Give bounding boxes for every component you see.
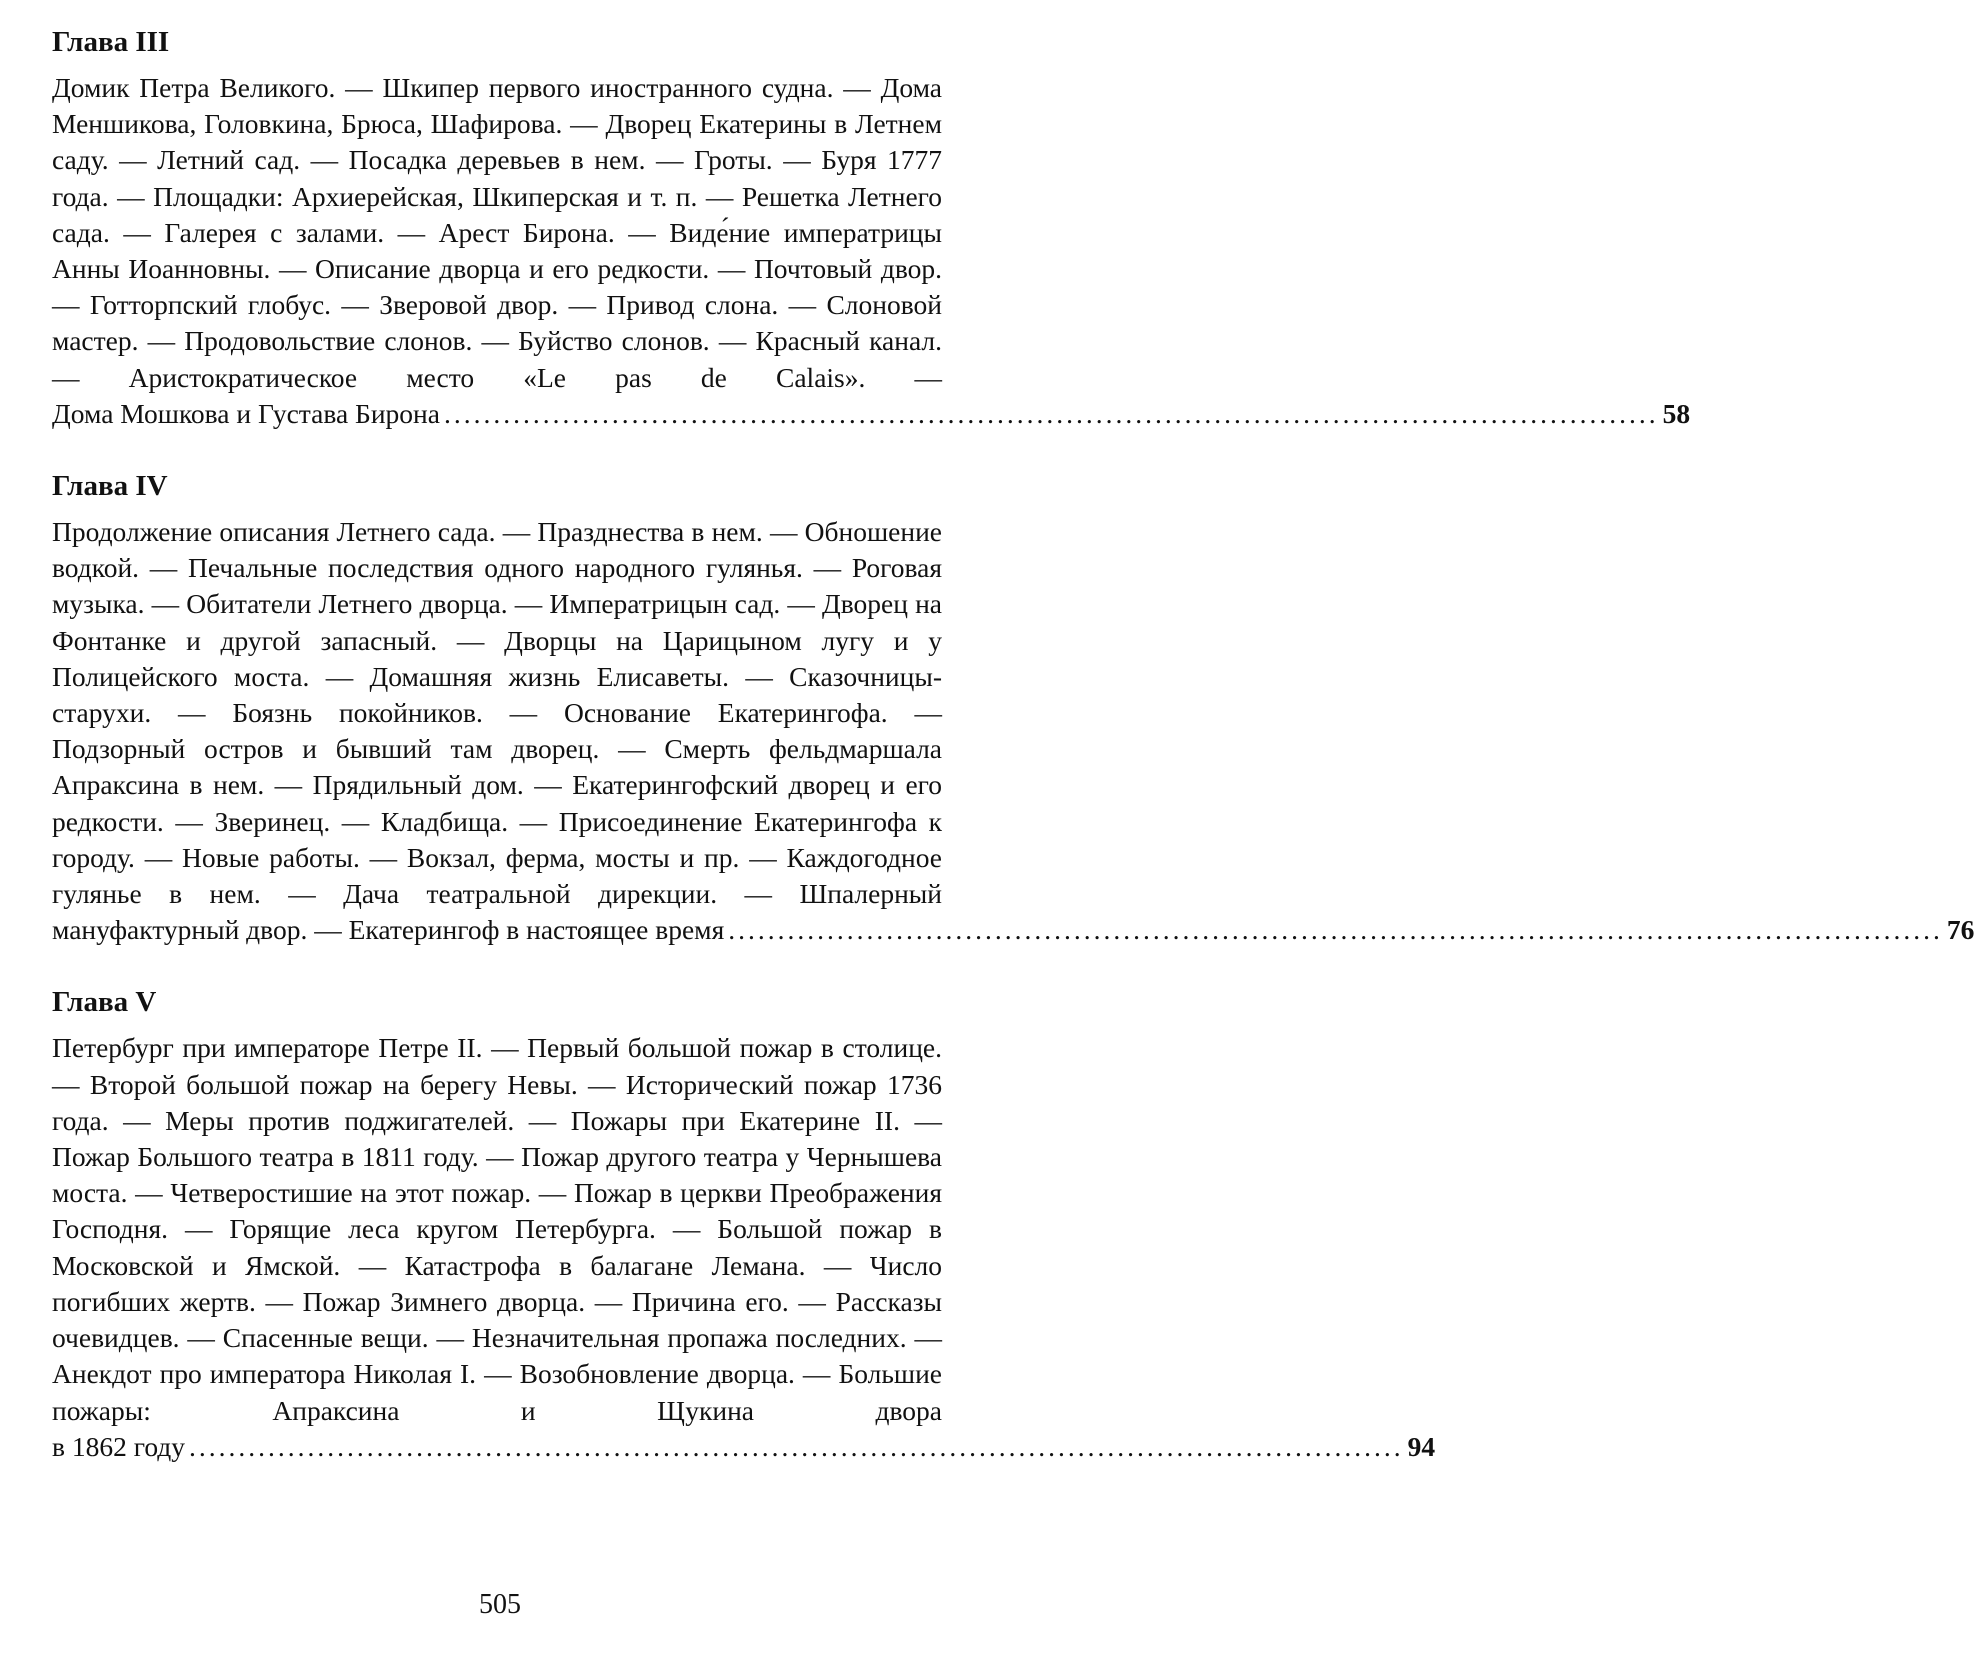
- chapter-summary-end: Дома Мошкова и Густава Бирона: [52, 397, 440, 429]
- chapter-summary-end: в 1862 году: [52, 1430, 186, 1462]
- chapter-title: Глава V: [52, 986, 157, 1019]
- chapter-summary: Домик Петра Великого. — Шкипер первого иностранного судна. — Дома Меншикова, Головкина, Брюса, Шафирова. — Дворец Екатерины в Летнем саду. — Летний сад. — Посадка деревьев в нем. — Гроты. — Буря 1777 года. — Площадки: Архиерейская, Шкиперская и т. п. — Решетка Летнего сада. — Галерея с залами. — Арест Бирона. — Виде́ние императрицы Анны Иоанновны. — Описание дворца и его редкости. — Почтовый двор. — Готторпский глобус. — Зверовой двор. — Привод слона. — Слоновой мастер. — Продовольствие слонов. — Буйство слонов. — Красный канал. — Аристократическое место «Le pas de Calais». —: [52, 72, 942, 393]
- dot-leader: ...........................................................................................................................: [443, 397, 1659, 429]
- table-of-contents: [52, 20, 1974, 1497]
- chapter-title: Глава IV: [52, 470, 168, 503]
- chapter-entry: [52, 464, 1974, 948]
- chapter-summary: Продолжение описания Летнего сада. — Празднества в нем. — Обношение водкой. — Печальные последствия одного народного гулянья. — Роговая музыка. — Обитатели Летнего дворца. — Императрицын сад. — Дворец на Фонтанке и другой запасный. — Дворцы на Царицыном лугу и у Полицейского моста. — Домашняя жизнь Елисаветы. — Сказочницы-старухи. — Боязнь покойников. — Основание Екатерингофа. — Подзорный остров и бывший там дворец. — Смерть фельдмаршала Апраксина в нем. — Прядильный дом. — Екатерингофский дворец и его редкости. — Зверинец. — Кладбища. — Присоединение Екатерингофа к городу. — Новые работы. — Вокзал, ферма, мосты и пр. — Каждогодное гулянье в нем. — Дача театральной дирекции. — Шпалерный: [52, 516, 942, 910]
- chapter-title: Глава III: [52, 26, 170, 58]
- dot-leader: ...........................................................................................................................: [189, 1430, 1404, 1462]
- page-number: 94: [1407, 1430, 1436, 1462]
- chapter-last-line: [52, 396, 1691, 432]
- chapter-summary: Петербург при императоре Петре II. — Первый большой пожар в столице. — Второй большой пожар на берегу Невы. — Исторический пожар 1736 года. — Меры против поджигателей. — Пожары при Екатерине II. — Пожар Большого театра в 1811 году. — Пожар другого театра у Чернышева моста. — Четверостишие на этот пожар. — Пожар в церкви Преображения Господня. — Горящие леса кругом Петербурга. — Большой пожар в Московской и Ямской. — Катастрофа в балагане Лемана. — Число погибших жертв. — Пожар Зимнего дворца. — Причина его. — Рассказы очевидцев. — Спасенные вещи. — Незначительная пропажа последних. — Анекдот про императора Николая I. — Возобновление дворца. — Большие пожары: Апраксина и Щукина двора: [52, 1032, 942, 1426]
- dot-leader: ...........................................................................................................................: [728, 914, 1943, 946]
- page-number: 58: [1662, 397, 1691, 429]
- chapter-entry: [52, 980, 1436, 1464]
- chapter-entry: [52, 20, 1691, 432]
- page-number: 76: [1946, 914, 1974, 946]
- page-folio: 505: [479, 1589, 521, 1620]
- chapter-last-line: [52, 1429, 1436, 1465]
- chapter-last-line: [52, 912, 1974, 948]
- chapter-summary-end: мануфактурный двор. — Екатерингоф в настоящее время: [52, 914, 725, 946]
